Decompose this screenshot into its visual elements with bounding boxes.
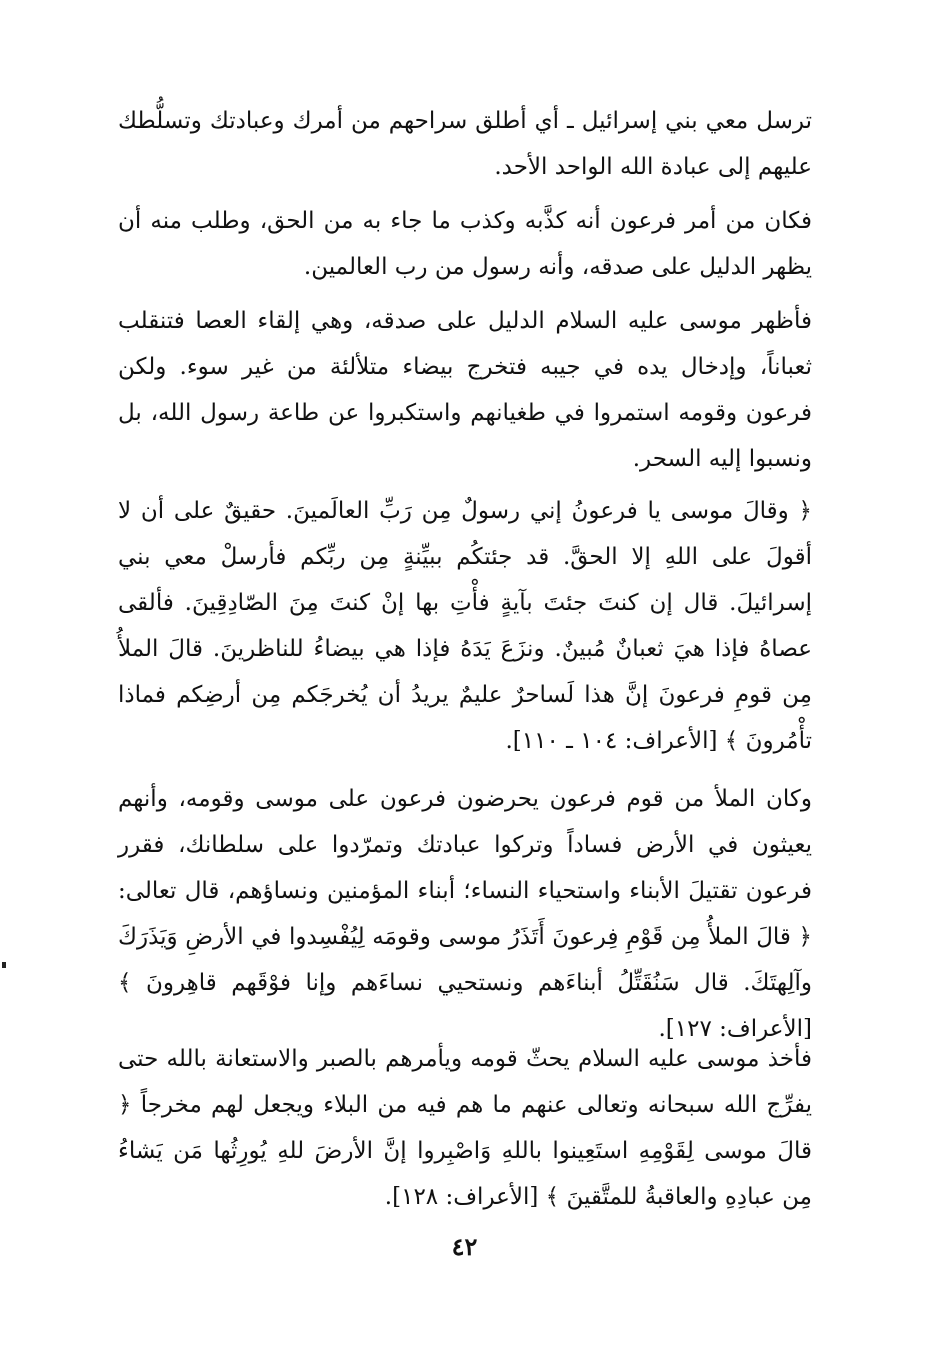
paragraph-moses-signs: فأظهر موسى عليه السلام الدليل على صدقه، وهي إلقاء العصا فتنقلب ثعباناً، وإدخال يده في جيبه فتخرج بيضاء متلألئة من غير سوء. ولكن فرعون وقومه استمروا في طغيانهم واستكبروا عن طاعة رسول الله، بل ونسبوا إليه السحر. <box>118 308 812 472</box>
paragraph-release-request: ترسل معي بني إسرائيل ـ أي أطلق سراحهم من أمرك وعبادتك وتسلُّطك عليهم إلى عبادة الله الواحد الأحد. <box>118 108 812 180</box>
paragraph-quran-quote-104-110: ﴿ وقالَ موسى يا فرعونُ إني رسولٌ مِن رَبِّ العالَمينَ. حقيقٌ على أن لا أقولَ على اللهِ إلا الحقَّ. قد جئتكُم ببيِّنةٍ مِن ربِّكم فأرسلْ معي بني إسرائيلَ. قال إن كنتَ جئتَ بآيةٍ فأْتِ بها إنْ كنتَ مِنَ الصّادِقِينَ. فألقى عصاهُ فإذا هيَ ثعبانٌ مُبينٌ. ونزَعَ يَدَهُ فإذا هي بيضاءُ للناظرينَ. قالَ الملأُ مِن قومِ فرعونَ إنَّ هذا لَساحرٌ عليمٌ يريدُ أن يُخرجَكم مِن أرضِكم فماذا تأْمُرونَ ﴾ [الأعراف: ١٠٤ ـ ١١٠]. <box>118 498 812 754</box>
scan-margin-mark <box>2 962 6 968</box>
paragraph-quran-quote-128: فأخذ موسى عليه السلام يحثّ قومه ويأمرهم بالصبر والاستعانة بالله حتى يفرِّج الله سبحانه وتعالى عنهم ما هم فيه من البلاء ويجعل لهم مخرجاً ﴿ قالَ موسى لِقَوْمِهِ استَعِينوا باللهِ وَاصْبِروا إنَّ الأرضَ للهِ يُورِثُها مَن يَشاءُ مِن عبادِهِ والعاقبةُ للمتَّقينَ ﴾ [الأعراف: ١٢٨]. <box>118 1046 812 1210</box>
page-number: ٤٢ <box>451 1232 478 1261</box>
paragraph-quran-quote-127: وكان الملأ من قوم فرعون يحرضون فرعون على موسى وقومه، وأنهم يعيثون في الأرض فساداً وتركوا عبادتك وتمرّدوا على سلطانك، فقرر فرعون تقتيلَ الأبناء واستحياء النساء؛ أبناء المؤمنين ونساؤهم، قال تعالى: ﴿ قالَ الملأُ مِن قَوْمِ فِرعونَ أَتَذَرُ موسى وقومَه لِيُفْسِدوا في الأرضِ وَيَذَرَكَ وآلِهتَكَ. قال سَنُقَتِّلُ أبناءَهم ونستحيي نساءَهم وإنا فوْقَهم قاهِرونَ ﴾ [الأعراف: ١٢٧]. <box>118 786 812 1042</box>
paragraph-pharaoh-denial: فكان من أمر فرعون أنه كذَّبه وكذب ما جاء به من الحق، وطلب منه أن يظهر الدليل على صدقه، وأنه رسول من رب العالمين. <box>118 208 812 280</box>
